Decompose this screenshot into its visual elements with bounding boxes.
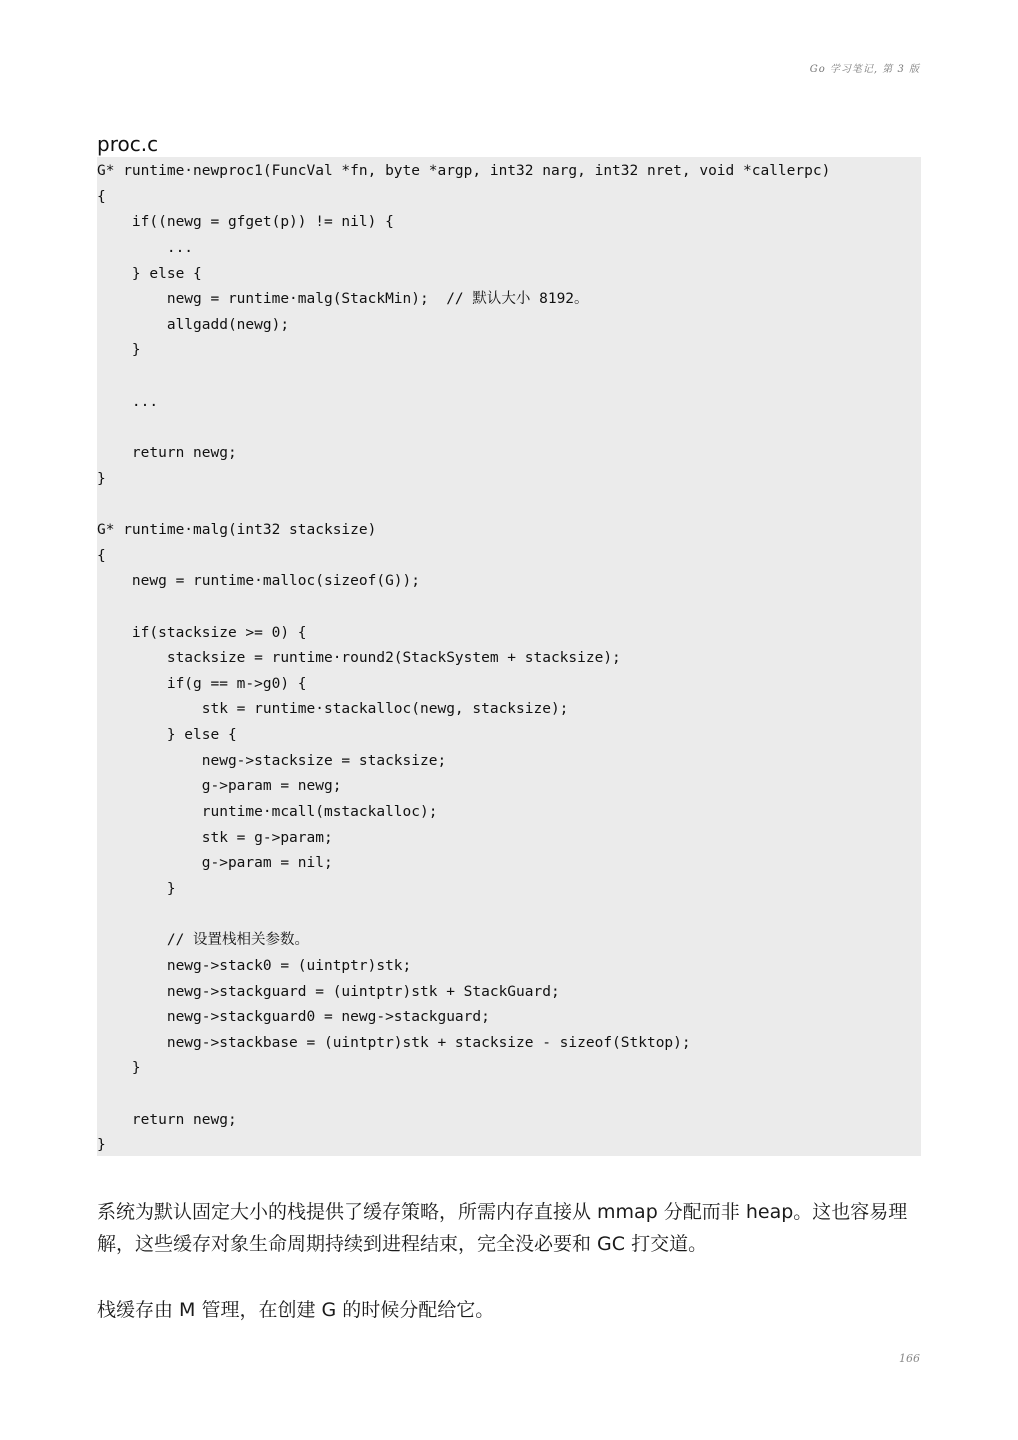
code-line: } else { — [97, 727, 237, 744]
code-block — [97, 157, 921, 1156]
code-line: } — [97, 470, 106, 487]
code-line: G* runtime·newproc1(FuncVal *fn, byte *argp, int32 narg, int32 nret, void *callerpc) — [97, 163, 831, 179]
code-file-title: proc.c — [97, 132, 159, 156]
running-header: Go 学习笔记, 第 3 版 — [809, 64, 920, 75]
code-line — [97, 903, 921, 929]
code-line: newg->stack0 = (uintptr)stk; — [97, 957, 412, 974]
code-line: stacksize = runtime·round2(StackSystem + stacksize); — [97, 650, 621, 667]
code-line: return newg; — [97, 445, 237, 462]
body-paragraph-2: 栈缓存由 M 管理，在创建 G 的时候分配给它。 — [97, 1299, 495, 1321]
code-line: G* runtime·malg(int32 stacksize) — [97, 521, 377, 538]
code-line: } — [97, 1060, 141, 1077]
code-line: allgadd(newg); — [97, 316, 290, 333]
code-line: if(stacksize >= 0) { — [97, 624, 307, 641]
code-line: runtime·mcall(mstackalloc); — [97, 804, 438, 821]
code-line — [97, 364, 921, 390]
code-line — [97, 1082, 921, 1108]
code-line: stk = g->param; — [97, 829, 333, 846]
code-line: g->param = nil; — [97, 855, 333, 872]
code-line: ... — [97, 239, 194, 256]
code-line: { — [97, 188, 106, 205]
code-line: stk = runtime·stackalloc(newg, stacksize); — [97, 701, 569, 718]
code-line: newg->stackguard = (uintptr)stk + StackGuard; — [97, 983, 560, 1000]
code-line: } else { — [97, 265, 202, 282]
code-line: newg->stacksize = stacksize; — [97, 752, 447, 769]
code-line: if((newg = gfget(p)) != nil) { — [97, 214, 394, 231]
code-line — [97, 492, 921, 518]
code-line: } — [97, 1137, 106, 1154]
code-line: newg = runtime·malloc(sizeof(G)); — [97, 573, 421, 590]
body-paragraph-1: 系统为默认固定大小的栈提供了缓存策略，所需内存直接从 mmap 分配而非 heap。这也容易理解，这些缓存对象生命周期持续到进程结束，完全没必要和 GC 打交道。 — [97, 1201, 908, 1255]
code-line: if(g == m->g0) { — [97, 675, 307, 692]
code-line: return newg; — [97, 1111, 237, 1128]
page-number: 166 — [899, 1352, 920, 1365]
code-line: newg->stackbase = (uintptr)stk + stacksize - sizeof(Stktop); — [97, 1034, 691, 1051]
code-line: newg->stackguard0 = newg->stackguard; — [97, 1009, 490, 1026]
code-line: g->param = newg; — [97, 778, 342, 795]
code-line: newg = runtime·malg(StackMin); // 默认大小 8192。 — [97, 291, 589, 308]
code-line: ... — [97, 393, 159, 410]
code-line — [97, 595, 921, 621]
code-line: } — [97, 342, 141, 359]
code-line: // 设置栈相关参数。 — [97, 932, 310, 949]
code-line — [97, 415, 921, 441]
code-line: } — [97, 880, 176, 897]
code-line: { — [97, 547, 106, 564]
